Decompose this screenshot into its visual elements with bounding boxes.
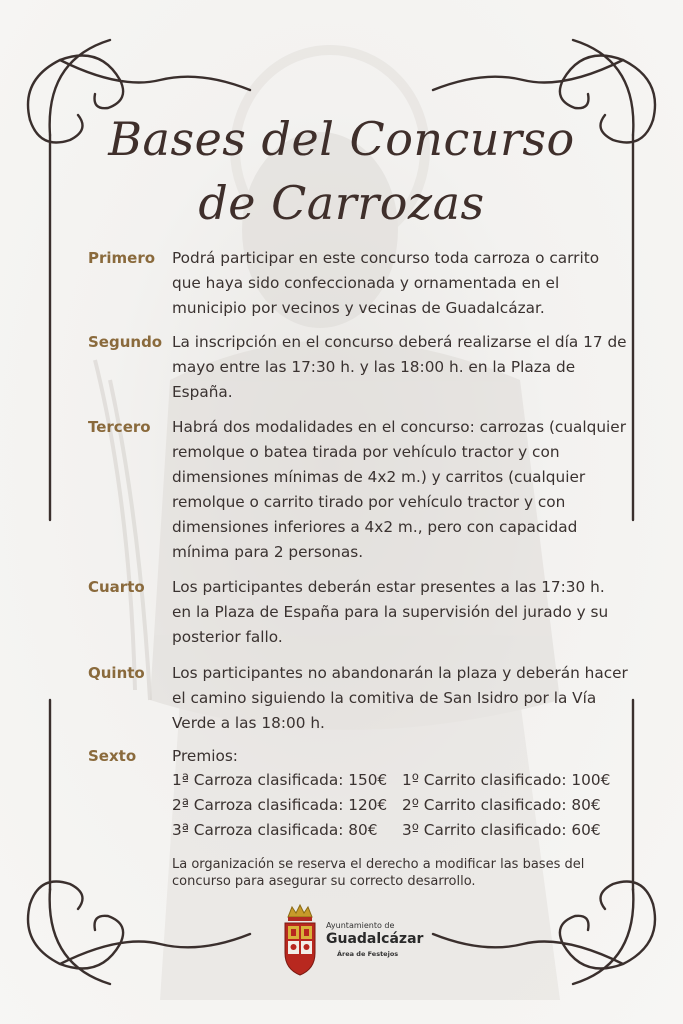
page-title-line-2: de Carrozas [198,176,485,230]
rule-sexto [88,744,628,769]
rule-label: Primero [88,249,156,267]
carrito-prize: 1º Carrito clasificado: 100€ [402,771,611,789]
organization-note: La organización se reserva el derecho a modificar las bases del concurso para asegurar su correcto desarrollo. [172,857,585,889]
rule-text: Los participantes no abandonarán la plaza y deberán hacer el camino siguiendo la comitiva de San Isidro por la Vía Verde a las 18:00 h. [172,664,628,732]
rule-label: Cuarto [88,578,145,596]
page-title-line-1: Bases del Concurso [108,112,575,166]
rule-segundo [88,330,628,405]
carroza-prize: 2ª Carroza clasificada: 120€ [172,796,388,814]
carrito-prize: 3º Carrito clasificado: 60€ [402,821,601,839]
rule-text: Podrá participar en este concurso toda carroza o carrito que haya sido confeccionada y ornamentada en el municipio por vecinos y vecinas de Guadalcázar. [172,249,600,317]
carroza-prize: 1ª Carroza clasificada: 150€ [172,771,388,789]
logo-line-1: Ayuntamiento de [326,921,395,930]
carroza-prize: 3ª Carroza clasificada: 80€ [172,821,378,839]
rule-tercero [88,415,628,565]
prize-row [172,793,610,818]
prizes-table [172,768,610,843]
rule-text: Los participantes deberán estar presentes a las 17:30 h. en la Plaza de España para la supervisión del jurado y su posterior fallo. [172,578,609,646]
rule-quinto [88,661,628,736]
prize-row [172,818,610,843]
logo-line-3: Área de Festejos [337,950,399,958]
rule-text: Habrá dos modalidades en el concurso: carrozas (cualquier remolque o batea tirada por vehículo tractor y con dimensiones mínimas de 4x2 m.) y carritos (cualquier remolque o carrito tirado por vehículo tractor y con dimensiones inferiores a 4x2 m., pero con capacidad mínima para 2 personas. [172,418,626,561]
rule-text: Premios: [172,747,238,765]
carrito-prize: 2º Carrito clasificado: 80€ [402,796,601,814]
rule-label: Tercero [88,418,151,436]
logo-line-2: Guadalcázar [326,931,424,947]
rule-label: Quinto [88,664,145,682]
rule-label: Segundo [88,333,163,351]
rule-text: La inscripción en el concurso deberá realizarse el día 17 de mayo entre las 17:30 h. y las 18:00 h. en la Plaza de España. [172,333,627,401]
rule-label: Sexto [88,747,137,765]
rule-cuarto [88,575,628,650]
coat-of-arms-icon [280,903,320,978]
rule-primero [88,246,628,321]
ayuntamiento-logo [280,903,424,978]
prize-row [172,768,610,793]
